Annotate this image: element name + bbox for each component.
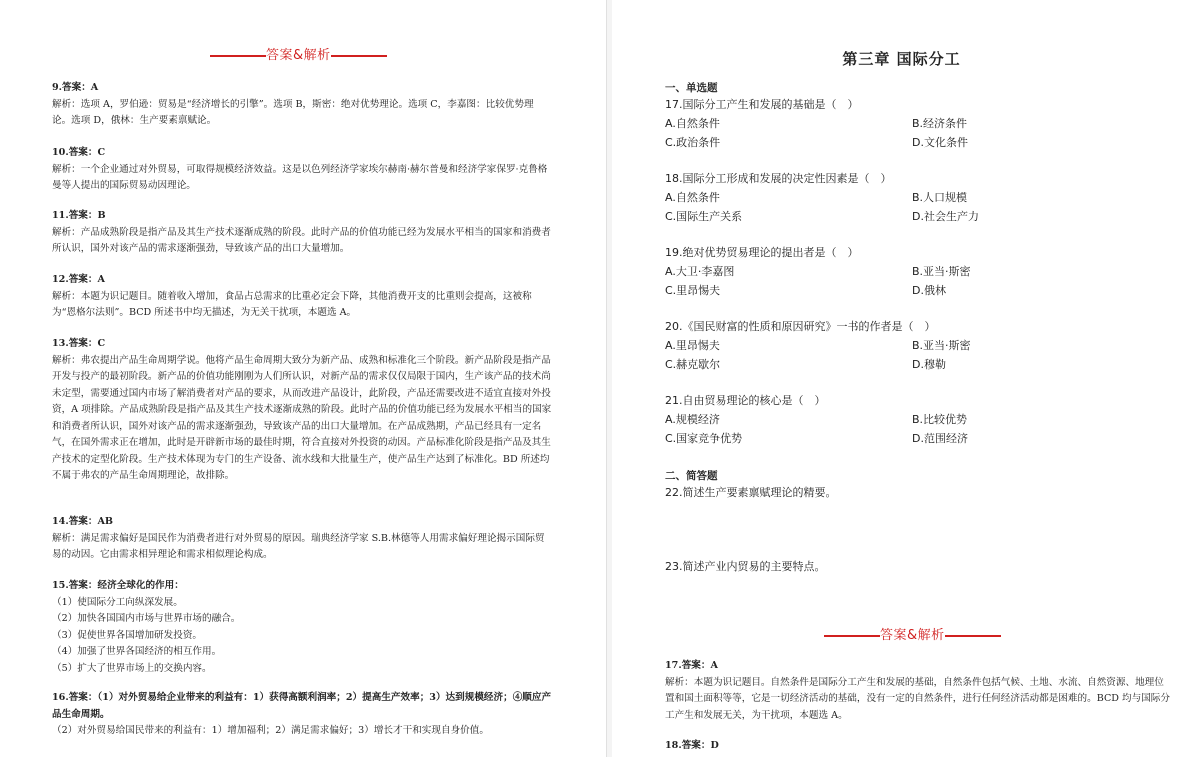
answer-16	[52, 690, 552, 740]
option-a: A.里昂惕夫	[665, 339, 720, 352]
answer-12	[52, 272, 552, 322]
question-18	[665, 169, 1185, 226]
answer-9	[52, 80, 552, 130]
answer-15	[52, 578, 552, 677]
option-d: D.文化条件	[912, 136, 968, 149]
answer-17	[665, 658, 1170, 724]
answer-head: 17.答案：A	[665, 660, 718, 671]
option-a: A.自然条件	[665, 117, 720, 130]
answer-body: 解析：产品成熟阶段是指产品及其生产技术逐渐成熟的阶段。此时产品的价值功能已经为发展水平相当的国家和消费者所认识，国外对该产品的需求逐渐强劲，导致该产品的出口大量增加。	[52, 226, 551, 254]
answer-heading-text: 答案&解析	[880, 628, 945, 643]
question-text: 22.简述生产要素禀赋理论的精要。	[665, 486, 837, 499]
answer-head: 9.答案：A	[52, 82, 99, 93]
answer-heading-left	[210, 44, 387, 63]
question-21	[665, 391, 1185, 448]
answer-head: 16.答案：（1）对外贸易给企业带来的利益有：1）获得高额利润率；2）提高生产效率；3）达到规模经济；④顺应产品生命周期。	[52, 692, 552, 720]
option-b: B.经济条件	[912, 117, 968, 130]
answer-18	[665, 738, 1170, 755]
answer-line: （2）对外贸易给国民带来的利益有：1）增加福利；2）满足需求偏好；3）增长才干和实现自身价值。	[52, 725, 489, 736]
question-text: 19.绝对优势贸易理论的提出者是（ ）	[665, 246, 859, 259]
question-20	[665, 317, 1185, 374]
question-22	[665, 483, 1185, 502]
answer-14	[52, 514, 552, 564]
answer-head: 10.答案：C	[52, 147, 106, 158]
option-b: B.亚当·斯密	[912, 265, 971, 278]
option-b: B.亚当·斯密	[912, 339, 971, 352]
option-c: C.里昂惕夫	[665, 284, 721, 297]
answer-head: 11.答案：B	[52, 210, 106, 221]
answer-body: 解析：本题为识记题目。随着收入增加，食品占总需求的比重必定会下降，其他消费开支的比重则会提高，这被称为“恩格尔法则”。BCD 所述书中均无描述，为无关干扰项，本题选 A。	[52, 290, 532, 318]
option-c: C.国际生产关系	[665, 210, 743, 223]
question-19	[665, 243, 1185, 300]
answer-body: 解析：选项 A，罗伯逊：贸易是“经济增长的引擎”。选项 B，斯密：绝对优势理论。选项 C，李嘉图：比较优势理论。选项 D，俄林：生产要素禀赋论。	[52, 98, 534, 126]
question-text: 23.简述产业内贸易的主要特点。	[665, 560, 826, 573]
answer-head: 14.答案：AB	[52, 516, 114, 527]
section-heading-single-choice: 一、单选题	[665, 82, 718, 94]
answer-body: 解析：一个企业通过对外贸易，可取得规模经济效益。这是以色列经济学家埃尔赫南·赫尔普曼和经济学家保罗·克鲁格曼等人提出的国际贸易动因理论。	[52, 163, 548, 191]
answer-head: 18.答案：D	[665, 740, 719, 751]
answer-body: 解析：满足需求偏好是国民作为消费者进行对外贸易的原因。瑞典经济学家 S.B.林德等人用需求偏好理论揭示国际贸易的动因。它由需求相异理论和需求相似理论构成。	[52, 532, 545, 560]
answer-line: （2）加快各国国内市场与世界市场的融合。	[52, 613, 241, 624]
option-b: B.比较优势	[912, 413, 968, 426]
answer-line: （4）加强了世界各国经济的相互作用。	[52, 646, 222, 657]
option-c: C.政治条件	[665, 136, 721, 149]
answer-body: 解析：弗农提出产品生命周期学说。他将产品生命周期大致分为新产品、成熟和标准化三个阶段。新产品阶段是指产品开发与投产的最初阶段。新产品的价值功能刚刚为人们所认识，对新产品的需求仅仅局限于国内，生产该产品的技术尚未定型，需要通过国内市场了解消费者对产品的要求，从而改进产品设计，此阶段，产品还需要改进不适宜直接对外投资，A 项排除。产品成熟阶段是指产品及其生产技术逐渐成熟的阶段。此时产品的价值功能已经为发展水平相当的国家和消费者所认识，国外对该产品的需求逐渐强劲，导致该产品的出口大量增加。在产品成熟期，产品已经具有一定名气，在国外需求正在增加，此时是开辟新市场的最佳时期，符合直接对外投资的动因。产品标准化阶段是指产品及其生产技术的定型化阶段。生产技术体现为专门的生产设备、流水线和大批量生产，使产品生产达到了标准化。BD 所述均不属于弗农的产品生命周期理论，故排除。	[52, 354, 552, 481]
option-d: D.穆勒	[912, 358, 946, 371]
answer-head: 15.答案：经济全球化的作用：	[52, 580, 184, 591]
question-text: 21.自由贸易理论的核心是（ ）	[665, 394, 826, 407]
answer-head: 13.答案：C	[52, 338, 106, 349]
answer-body: 解析：本题为识记题目。自然条件是国际分工产生和发展的基础，自然条件包括气候、土地、水流、自然资源、地理位置和国土面积等等，它是一切经济活动的基础，没有一定的自然条件，进行任何经济活动都是困难的。BCD 均与国际分工产生和发展无关，为干扰项，本题选 A。	[665, 676, 1170, 721]
option-a: A.自然条件	[665, 191, 720, 204]
option-c: C.赫克歇尔	[665, 358, 721, 371]
question-17	[665, 95, 1185, 152]
answer-line: （1）使国际分工向纵深发展。	[52, 596, 183, 608]
answer-line: （3）促使世界各国增加研发投资。	[52, 629, 203, 641]
option-c: C.国家竞争优势	[665, 432, 743, 445]
option-b: B.人口规模	[912, 191, 968, 204]
option-a: A.大卫·李嘉图	[665, 265, 735, 278]
answer-head: 12.答案：A	[52, 274, 105, 285]
chapter-title: 第三章 国际分工	[842, 50, 961, 68]
answer-heading-text: 答案&解析	[266, 48, 331, 63]
answer-line: （5）扩大了世界市场上的交换内容。	[52, 662, 212, 674]
option-d: D.俄林	[912, 284, 946, 297]
question-23	[665, 557, 1185, 576]
answer-11	[52, 208, 552, 258]
option-a: A.规模经济	[665, 413, 720, 426]
option-d: D.社会生产力	[912, 210, 979, 223]
right-page	[612, 0, 1191, 757]
question-text: 18.国际分工形成和发展的决定性因素是（ ）	[665, 172, 892, 185]
question-text: 20.《国民财富的性质和原因研究》一书的作者是（ ）	[665, 320, 936, 333]
answer-13	[52, 336, 552, 485]
question-text: 17.国际分工产生和发展的基础是（ ）	[665, 98, 859, 111]
answer-heading-right	[824, 624, 1001, 643]
option-d: D.范围经济	[912, 432, 968, 445]
answer-10	[52, 145, 552, 195]
section-heading-short-answer: 二、简答题	[665, 470, 718, 482]
